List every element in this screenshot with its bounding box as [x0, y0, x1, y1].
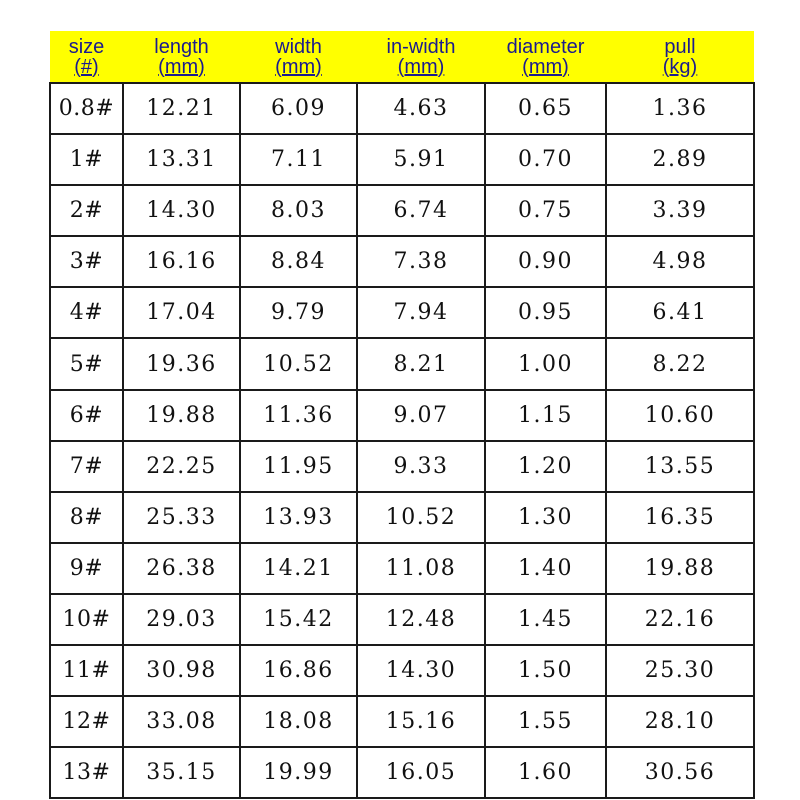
table-cell: 11.36 [240, 390, 357, 441]
table-cell: 1.45 [485, 594, 606, 645]
table-cell: 19.99 [240, 747, 357, 798]
table-cell: 1.55 [485, 696, 606, 747]
table-cell: 1.30 [485, 492, 606, 543]
table-cell: 1.20 [485, 441, 606, 492]
size-cell: 5# [50, 338, 123, 389]
table-cell: 0.95 [485, 287, 606, 338]
size-cell: 4# [50, 287, 123, 338]
table-cell: 4.98 [606, 236, 754, 287]
table-cell: 30.56 [606, 747, 754, 798]
table-cell: 22.25 [123, 441, 240, 492]
table-cell: 10.52 [240, 338, 357, 389]
size-cell: 2# [50, 185, 123, 236]
table-cell: 7.94 [357, 287, 485, 338]
table-cell: 12.48 [357, 594, 485, 645]
table-cell: 0.75 [485, 185, 606, 236]
table-cell: 1.15 [485, 390, 606, 441]
table-cell: 16.16 [123, 236, 240, 287]
column-header-label: size [68, 35, 105, 58]
table-cell: 19.88 [606, 543, 754, 594]
table-cell: 5.91 [357, 134, 485, 185]
table-cell: 8.22 [606, 338, 754, 389]
table-cell: 10.60 [606, 390, 754, 441]
table-cell: 11.95 [240, 441, 357, 492]
table-cell: 1.40 [485, 543, 606, 594]
table-cell: 35.15 [123, 747, 240, 798]
table-cell: 22.16 [606, 594, 754, 645]
table-cell: 13.93 [240, 492, 357, 543]
table-cell: 8.21 [357, 338, 485, 389]
size-cell: 1# [50, 134, 123, 185]
table-cell: 9.79 [240, 287, 357, 338]
table-cell: 25.33 [123, 492, 240, 543]
table-cell: 16.35 [606, 492, 754, 543]
column-header-label: length [154, 35, 209, 58]
table-cell: 26.38 [123, 543, 240, 594]
table-row [50, 492, 754, 543]
table-row [50, 747, 754, 798]
size-cell: 11# [50, 645, 123, 696]
table-cell: 4.63 [357, 83, 485, 134]
table-row [50, 236, 754, 287]
table-cell: 11.08 [357, 543, 485, 594]
column-header-label: diameter [506, 35, 585, 58]
table-cell: 12.21 [123, 83, 240, 134]
table-row [50, 134, 754, 185]
column-header-diameter [485, 31, 606, 83]
column-header-label: in-width [386, 35, 456, 58]
table-cell: 9.33 [357, 441, 485, 492]
column-header-in-width [357, 31, 485, 83]
table-row [50, 645, 754, 696]
table-row [50, 594, 754, 645]
table-row [50, 441, 754, 492]
table-row [50, 696, 754, 747]
table-row [50, 287, 754, 338]
column-header-unit: (mm) [397, 55, 445, 78]
size-spec-table [49, 31, 755, 799]
size-cell: 9# [50, 543, 123, 594]
table-row [50, 543, 754, 594]
table-cell: 29.03 [123, 594, 240, 645]
table-cell: 14.30 [357, 645, 485, 696]
table-cell: 17.04 [123, 287, 240, 338]
table-cell: 0.70 [485, 134, 606, 185]
table-cell: 8.84 [240, 236, 357, 287]
column-header-width [240, 31, 357, 83]
column-header-unit: (#) [74, 55, 99, 78]
table-cell: 14.21 [240, 543, 357, 594]
size-cell: 3# [50, 236, 123, 287]
column-header-size [50, 31, 123, 83]
table-cell: 16.86 [240, 645, 357, 696]
size-cell: 12# [50, 696, 123, 747]
column-header-label: pull [664, 35, 696, 58]
table-row [50, 83, 754, 134]
size-cell: 6# [50, 390, 123, 441]
table-row [50, 338, 754, 389]
table-cell: 3.39 [606, 185, 754, 236]
table-cell: 15.42 [240, 594, 357, 645]
table-cell: 0.90 [485, 236, 606, 287]
table-cell: 18.08 [240, 696, 357, 747]
table-cell: 15.16 [357, 696, 485, 747]
size-cell: 8# [50, 492, 123, 543]
table-cell: 9.07 [357, 390, 485, 441]
size-cell: 7# [50, 441, 123, 492]
table-cell: 1.36 [606, 83, 754, 134]
column-header-pull [606, 31, 754, 83]
table-row [50, 390, 754, 441]
table-cell: 6.41 [606, 287, 754, 338]
table-row [50, 185, 754, 236]
column-header-length [123, 31, 240, 83]
size-cell: 10# [50, 594, 123, 645]
table-cell: 19.36 [123, 338, 240, 389]
table-cell: 0.65 [485, 83, 606, 134]
column-header-unit: (mm) [158, 55, 205, 78]
table-cell: 2.89 [606, 134, 754, 185]
table-cell: 7.11 [240, 134, 357, 185]
table-cell: 1.60 [485, 747, 606, 798]
table-cell: 25.30 [606, 645, 754, 696]
table-cell: 33.08 [123, 696, 240, 747]
header-row [50, 31, 754, 83]
table-cell: 1.00 [485, 338, 606, 389]
column-header-unit: (kg) [662, 55, 698, 78]
table-cell: 19.88 [123, 390, 240, 441]
size-cell: 13# [50, 747, 123, 798]
table-cell: 7.38 [357, 236, 485, 287]
column-header-unit: (mm) [522, 55, 569, 78]
column-header-label: width [275, 35, 322, 58]
table-cell: 16.05 [357, 747, 485, 798]
table-cell: 8.03 [240, 185, 357, 236]
table-cell: 14.30 [123, 185, 240, 236]
table-cell: 13.31 [123, 134, 240, 185]
table-cell: 30.98 [123, 645, 240, 696]
table-cell: 13.55 [606, 441, 754, 492]
table-cell: 1.50 [485, 645, 606, 696]
table-cell: 6.09 [240, 83, 357, 134]
table-body [50, 83, 754, 798]
table-cell: 28.10 [606, 696, 754, 747]
table-cell: 10.52 [357, 492, 485, 543]
column-header-unit: (mm) [275, 55, 322, 78]
table-cell: 6.74 [357, 185, 485, 236]
size-cell: 0.8# [50, 83, 123, 134]
